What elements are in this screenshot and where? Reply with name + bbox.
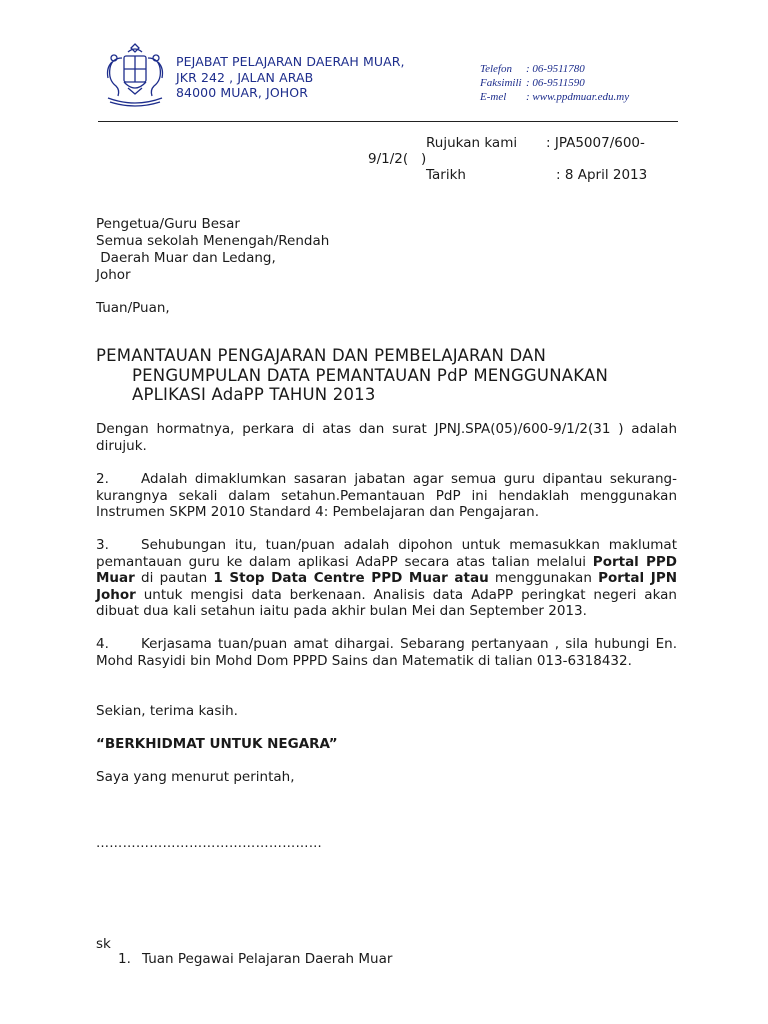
office-postcode: 84000 MUAR, JOHOR xyxy=(176,85,309,100)
paragraph-2 xyxy=(96,471,677,521)
data-centre-link: 1 Stop Data Centre PPD Muar atau xyxy=(213,570,489,586)
cc-list-item xyxy=(118,951,392,967)
motto: “BERKHIDMAT UNTUK NEGARA” xyxy=(96,736,338,752)
paragraph-number: 3. xyxy=(96,537,109,553)
contact-block xyxy=(480,62,629,104)
letter-date xyxy=(426,167,648,183)
email-label: E-mel xyxy=(480,91,507,103)
letterhead-divider xyxy=(98,121,678,122)
cc-text: Tuan Pegawai Pelajaran Daerah Muar xyxy=(142,951,393,967)
our-ref-value: : JPA5007/600- xyxy=(546,135,645,151)
fax-value: : 06-9511590 xyxy=(526,77,585,89)
recipient-line: Pengetua/Guru Besar xyxy=(96,216,240,232)
phone-value: : 06-9511780 xyxy=(526,63,585,75)
subject-line-1: PEMANTAUAN PENGAJARAN DAN PEMBELAJARAN DAN xyxy=(96,346,547,365)
paragraph-text: menggunakan xyxy=(488,570,599,586)
recipient-line: Semua sekolah Menengah/Rendah xyxy=(96,233,330,249)
our-ref-continuation: 9/1/2( ) xyxy=(368,151,427,167)
closing-obedient: Saya yang menurut perintah, xyxy=(96,769,295,785)
salutation: Tuan/Puan, xyxy=(96,300,170,316)
subject-line-3: APLIKASI AdaPP TAHUN 2013 xyxy=(132,385,376,404)
paragraph-number: 4. xyxy=(96,636,109,652)
paragraph-text: Sehubungan itu, tuan/puan adalah dipohon untuk memasukkan maklumat pemantauan guru ke dalam aplikasi AdaPP secara atas talian melalui xyxy=(96,537,677,570)
recipient-block xyxy=(96,216,329,284)
office-street: JKR 242 , JALAN ARAB xyxy=(176,69,314,85)
subject-line-2: PENGUMPULAN DATA PEMANTAUAN PdP MENGGUNAKAN xyxy=(132,365,608,385)
signature-line: …………………………………………… xyxy=(96,836,323,851)
office-name: PEJABAT PELAJARAN DAERAH MUAR, xyxy=(176,54,405,69)
email-value: : www.ppdmuar.edu.my xyxy=(526,91,630,103)
paragraph-1: Dengan hormatnya, perkara di atas dan surat JPNJ.SPA(05)/600-9/1/2(31 ) adalah dirujuk. xyxy=(96,421,677,454)
paragraph-text: di pautan xyxy=(134,570,214,586)
paragraph-3 xyxy=(96,537,677,620)
phone-label: Telefon xyxy=(480,63,512,75)
crest-logo xyxy=(98,40,172,110)
our-ref-label: Rujukan kami xyxy=(426,135,518,151)
paragraph-text: untuk mengisi data berkenaan. Analisis data AdaPP peringkat negeri akan dibuat dua kali setahun iaitu pada akhir bulan Mei dan September 2013. xyxy=(96,586,677,619)
paragraph-number: 2. xyxy=(96,471,109,487)
date-label: Tarikh xyxy=(426,167,466,183)
office-address xyxy=(176,54,405,101)
paragraph-4 xyxy=(96,636,677,669)
cc-label: sk xyxy=(96,936,111,952)
closing-thanks: Sekian, terima kasih. xyxy=(96,703,238,719)
portal-ppd-link: Portal PPD Muar xyxy=(96,553,678,586)
fax-label: Faksimili xyxy=(480,77,522,89)
letter-subject xyxy=(96,346,676,405)
portal-jpn-link: Portal JPN Johor xyxy=(96,570,678,603)
cc-number: 1. xyxy=(118,951,131,967)
paragraph-text: Kerjasama tuan/puan amat dihargai. Sebarang pertanyaan , sila hubungi En. Mohd Rasyidi bin Mohd Dom PPPD Sains dan Matematik di talian 013-6318432. xyxy=(96,636,677,669)
date-value: : 8 April 2013 xyxy=(556,167,648,183)
recipient-line: Daerah Muar dan Ledang, xyxy=(96,250,276,266)
recipient-line: Johor xyxy=(96,267,131,283)
paragraph-text: Adalah dimaklumkan sasaran jabatan agar semua guru dipantau sekurang-kurangnya sekali dalam setahun.Pemantauan PdP ini hendaklah menggunakan Instrumen SKPM 2010 Standard 4: Pembelajaran dan Pengajaran. xyxy=(96,471,677,520)
our-reference xyxy=(426,135,645,151)
